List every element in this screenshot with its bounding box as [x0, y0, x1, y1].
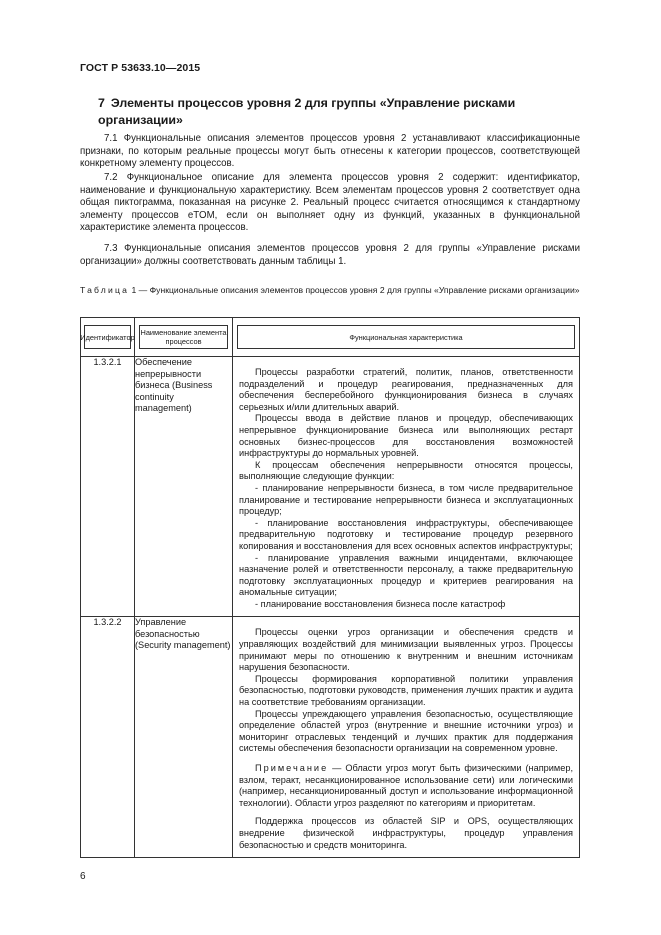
header-desc-text: Функциональная характеристика — [349, 332, 463, 342]
row-name: Управление безопасностью (Security management) — [135, 617, 233, 858]
desc-paragraph: Процессы ввода в действие планов и процедур, обеспечивающих непрерывное функционирование бизнеса или выполняющих рестарт основных бизнес-процессов для восстановления возможностей инфраструктуры до нормальных уровней. — [239, 413, 573, 459]
table-row — [81, 617, 580, 858]
header-name-text: Наименование элемента процессов — [140, 328, 227, 346]
desc-list-item: - планирование восстановления бизнеса после катастроф — [255, 598, 506, 609]
row-name: Обеспечение непрерывности бизнеса (Business continuity management) — [135, 357, 233, 617]
paragraph-7-2 — [80, 172, 580, 235]
row-id: 1.3.2.1 — [81, 357, 135, 617]
document-header: ГОСТ Р 53633.10—2015 — [80, 62, 201, 74]
desc-paragraph: Процессы оценки угроз организации и обеспечения средств и управляющих воздействий для минимизации выявленных угроз. Процессы принимают меры по отношению к внутренним и внешним источникам нарушения безопасности. — [239, 627, 573, 673]
section-number: 7 — [98, 96, 105, 110]
table-caption-text: 1 — Функциональные описания элементов процессов уровня 2 для группы «Управление рисками организации» — [129, 285, 580, 295]
page-number: 6 — [80, 871, 86, 882]
header-id — [81, 318, 135, 357]
paragraph-text: 7.1 Функциональные описания элементов процессов уровня 2 устанавливают классификационные признаки, по которым реальные процессы могут быть отнесены к категории процессов, соответствующей конкретному элементу процессов. — [80, 133, 580, 169]
table-caption-prefix: Таблица — [80, 285, 130, 295]
desc-paragraph: Процессы упреждающего управления безопасностью, осуществляющие определение областей угроз (внутренние и внешние источники угроз) и мониторинг отраслевых тенденций и лучших практик для поддержания системы обеспечения безопасности организации на современном уровне. — [239, 708, 573, 754]
table-caption — [80, 285, 580, 296]
section-title-text: Элементы процессов уровня 2 для группы «Управление рисками организации» — [98, 96, 516, 127]
paragraph-text: 7.2 Функциональное описание для элемента процессов уровня 2 содержит: идентификатор, наименование и функциональную характеристику. Всем элементам процессов уровня 2 соответствует одна общая пиктограмма, показанная на рисунке 2. Реальный процесс считается относящимся к стандартному элементу процессов eTOM, если он выполняет одну из функций, указанных в функциональной характеристике элемента процессов. — [80, 172, 580, 233]
note-text: — Области угроз могут быть физическими (например, взлом, теракт, несанкционированное использование сети) или логическими (например, несанкционированный доступ и использование информационной технологии). Области угроз разделяют по категориям и приоритетам. — [239, 763, 573, 808]
paragraph-7-3 — [80, 243, 580, 268]
section-title — [98, 95, 578, 129]
paragraph-7-1 — [80, 133, 580, 171]
desc-paragraph: Процессы формирования корпоративной политики управления безопасностью, подготовки руководств, применения лучших практик и аудита на соответствие требованиям организации. — [239, 673, 573, 708]
table-header-row — [81, 318, 580, 357]
desc-list-item: - планирование непрерывности бизнеса, в том числе предварительное планирование и тестирование непрерывности бизнеса и эксплуатационных процедур; — [239, 482, 573, 517]
desc-paragraph: Процессы разработки стратегий, политик, планов, ответственности подразделений и процедур реагирования, предназначенных для обеспечения бесперебойного функционирования бизнеса в случаях серьезных и/или длительных аварий. — [239, 367, 573, 412]
table-row — [81, 357, 580, 617]
row-desc — [233, 617, 580, 858]
desc-list-item: - планирование управления важными инцидентами, включающее назначение ролей и ответственности персоналу, а также предварительную подготовку эксплуатационных процедур и критериев реагирования на аномальные ситуации; — [239, 552, 573, 598]
header-desc — [233, 318, 580, 357]
desc-list-item: - планирование восстановления инфраструктуры, обеспечивающее предварительную подготовку и тестирование процедур резервного копирования и восстановления для всех основных аспектов инфраструктуры; — [239, 517, 573, 551]
row-desc — [233, 357, 580, 617]
row-id: 1.3.2.2 — [81, 617, 135, 858]
paragraph-text: 7.3 Функциональные описания элементов процессов уровня 2 для группы «Управление рисками организации» должны соответствовать данным таблицы 1. — [80, 243, 580, 267]
header-id-text: Идентификатор — [80, 332, 135, 342]
desc-paragraph: К процессам обеспечения непрерывности относятся процессы, выполняющие следующие функции: — [239, 459, 573, 482]
functional-table — [80, 317, 580, 858]
header-name — [135, 318, 233, 357]
desc-note — [239, 763, 573, 809]
desc-paragraph: Поддержка процессов из областей SIP и OPS, осуществляющих внедрение физической инфраструктуры, процедур управления безопасностью и средств мониторинга. — [239, 816, 573, 850]
note-label: Примечание — [255, 763, 329, 773]
